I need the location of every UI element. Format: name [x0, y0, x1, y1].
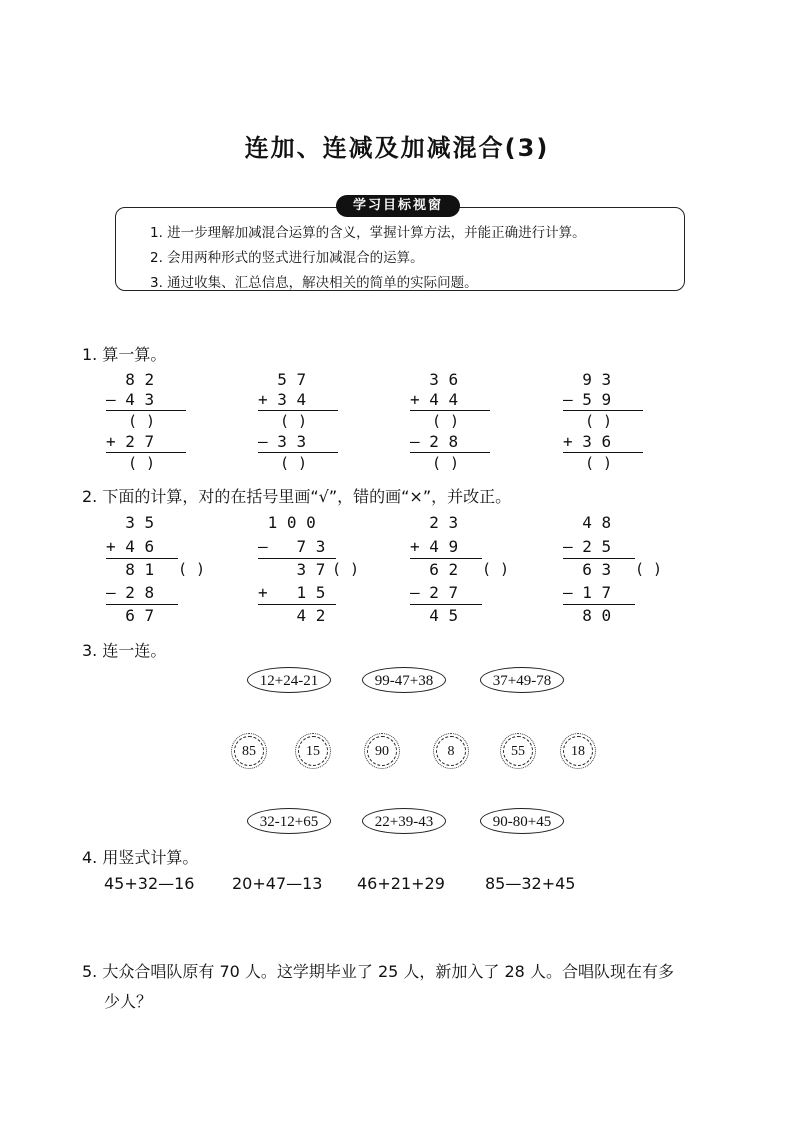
sum-line [258, 410, 338, 411]
number-flower[interactable]: 15 [298, 736, 328, 766]
goal-item-3: 3. 通过收集、汇总信息，解决相关的简单的实际问题。 [150, 275, 478, 291]
sum-line [410, 452, 490, 453]
question-3-label: 3. 连一连。 [82, 641, 167, 660]
problem-operation: + 2 7 [106, 432, 155, 451]
sum-line [106, 452, 186, 453]
number-flower[interactable]: 90 [367, 736, 397, 766]
question-4-label: 4. 用竖式计算。 [82, 848, 199, 867]
sum-line [410, 604, 482, 605]
final-result: 4 5 [410, 606, 459, 625]
intermediate-result: 6 2 [410, 560, 459, 579]
sum-line [563, 410, 643, 411]
problem-operation: — 2 8 [106, 583, 155, 602]
intermediate-result: 8 1 [106, 560, 155, 579]
final-result: 6 7 [106, 606, 155, 625]
problem-operation: + 3 4 [258, 390, 307, 409]
problem-number: 8 2 [106, 370, 155, 389]
problem-operation: + 4 9 [410, 537, 459, 556]
word-problem-line-1: 5. 大众合唱队原有 70 人。这学期毕业了 25 人，新加入了 28 人。合唱队现在有多 [82, 962, 674, 981]
goals-badge: 学习目标视窗 [336, 195, 460, 217]
calculation-item: 20+47—13 [232, 874, 323, 893]
sum-line [258, 604, 336, 605]
problem-operation: — 2 5 [563, 537, 612, 556]
expression-oval[interactable]: 32-12+65 [247, 808, 331, 834]
problem-number: 4 8 [563, 513, 612, 532]
check-blank[interactable]: ( ) [635, 560, 663, 578]
problem-operation: — 2 8 [410, 432, 459, 451]
calculation-item: 46+21+29 [357, 874, 445, 893]
intermediate-result: 6 3 [563, 560, 612, 579]
check-blank[interactable]: ( ) [332, 560, 360, 578]
sum-line [258, 452, 338, 453]
number-flower[interactable]: 85 [234, 736, 264, 766]
final-result: 8 0 [563, 606, 612, 625]
final-result: 4 2 [258, 606, 326, 625]
goal-item-2: 2. 会用两种形式的竖式进行加减混合的运算。 [150, 250, 424, 266]
sum-line [106, 410, 186, 411]
vertical-problem-3 [410, 370, 505, 480]
expression-oval[interactable]: 12+24-21 [247, 667, 331, 693]
check-problem-3 [410, 513, 560, 633]
sum-line [258, 558, 336, 559]
expression-oval[interactable]: 37+49-78 [480, 667, 564, 693]
problem-operation: + 1 5 [258, 583, 326, 602]
number-flower[interactable]: 18 [563, 736, 593, 766]
answer-blank[interactable]: ( ) [432, 412, 460, 430]
problem-operation: + 4 4 [410, 390, 459, 409]
number-flower[interactable]: 55 [503, 736, 533, 766]
goal-item-1: 1. 进一步理解加减混合运算的含义，掌握计算方法，并能正确进行计算。 [150, 225, 586, 241]
answer-blank[interactable]: ( ) [128, 412, 156, 430]
problem-number: 5 7 [258, 370, 307, 389]
check-problem-4 [563, 513, 713, 633]
calculation-item: 45+32—16 [104, 874, 195, 893]
problem-operation: — 7 3 [258, 537, 326, 556]
expression-oval[interactable]: 90-80+45 [480, 808, 564, 834]
problem-operation: + 4 6 [106, 537, 155, 556]
answer-blank[interactable]: ( ) [128, 454, 156, 472]
sum-line [563, 604, 635, 605]
page-title: 连加、连减及加减混合(3) [244, 134, 550, 162]
expression-oval[interactable]: 99-47+38 [362, 667, 446, 693]
sum-line [410, 558, 482, 559]
question-2-label: 2. 下面的计算，对的在括号里画“√”，错的画“×”，并改正。 [82, 487, 512, 506]
problem-operation: — 3 3 [258, 432, 307, 451]
problem-operation: — 5 9 [563, 390, 612, 409]
check-problem-1 [106, 513, 256, 633]
word-problem-line-2: 少人？ [104, 992, 153, 1011]
problem-number: 9 3 [563, 370, 612, 389]
problem-number: 1 0 0 [258, 513, 316, 532]
answer-blank[interactable]: ( ) [280, 454, 308, 472]
problem-operation: — 1 7 [563, 583, 612, 602]
sum-line [563, 558, 635, 559]
vertical-problem-2 [258, 370, 353, 480]
sum-line [106, 558, 178, 559]
problem-number: 3 5 [106, 513, 155, 532]
sum-line [410, 410, 490, 411]
check-blank[interactable]: ( ) [482, 560, 510, 578]
problem-number: 3 6 [410, 370, 459, 389]
problem-number: 2 3 [410, 513, 459, 532]
problem-operation: — 2 7 [410, 583, 459, 602]
vertical-problem-1 [106, 370, 201, 480]
sum-line [563, 452, 643, 453]
answer-blank[interactable]: ( ) [585, 454, 613, 472]
check-blank[interactable]: ( ) [178, 560, 206, 578]
answer-blank[interactable]: ( ) [280, 412, 308, 430]
answer-blank[interactable]: ( ) [432, 454, 460, 472]
answer-blank[interactable]: ( ) [585, 412, 613, 430]
problem-operation: + 3 6 [563, 432, 612, 451]
vertical-problem-4 [563, 370, 658, 480]
calculation-item: 85—32+45 [485, 874, 576, 893]
check-problem-2 [258, 513, 408, 633]
expression-oval[interactable]: 22+39-43 [362, 808, 446, 834]
question-1-label: 1. 算一算。 [82, 345, 167, 364]
sum-line [106, 604, 178, 605]
number-flower[interactable]: 8 [436, 736, 466, 766]
problem-operation: — 4 3 [106, 390, 155, 409]
intermediate-result: 3 7 [258, 560, 326, 579]
